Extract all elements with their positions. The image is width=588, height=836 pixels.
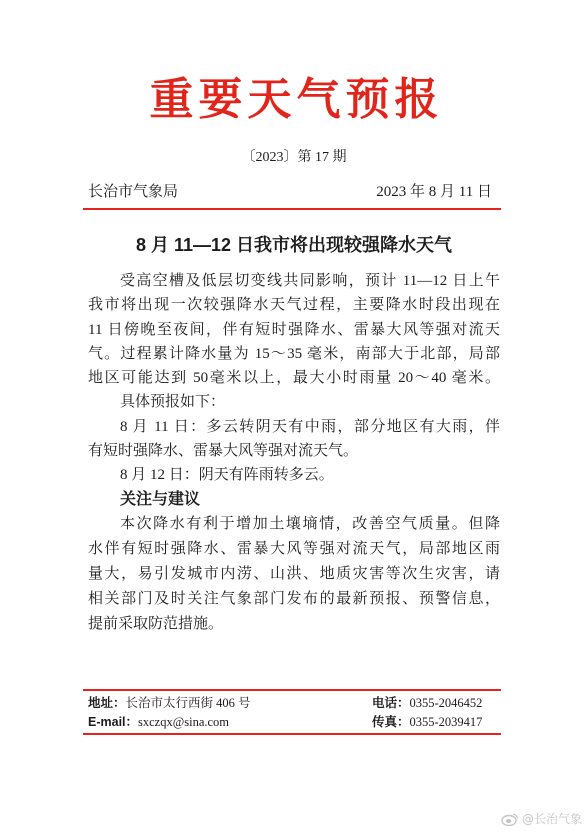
advice-heading: 关注与建议 — [120, 491, 201, 508]
footer-phone — [372, 695, 482, 712]
footer-address — [88, 695, 251, 712]
footer-fax — [372, 714, 482, 731]
summary-line: 气。过程累计降水量为 15～35 毫米，南部大于北部，局部 — [88, 345, 500, 362]
watermark — [501, 810, 582, 828]
advice-section — [88, 487, 500, 637]
article-headline: 8 月 11—12 日我市将出现较强降水天气 — [135, 235, 453, 255]
fax-label: 传真： — [372, 715, 410, 729]
summary-line: 11 日傍晚至夜间，伴有短时强降水、雷暴大风等强对流天 — [88, 321, 500, 338]
document-title: 重要天气预报 — [149, 75, 444, 124]
footer-row-address-phone — [88, 695, 500, 712]
email-label: E-mail： — [88, 715, 139, 729]
forecast-day1-line: 8 月 11 日：多云转阴天有中雨，部分地区有大雨，伴 — [120, 418, 500, 435]
forecast-day2: 8 月 12 日：阴天有阵雨转多云。 — [120, 467, 334, 483]
footer-row-email-fax — [88, 714, 500, 731]
email-value: sxczqx@sina.com — [138, 715, 230, 729]
advice-line: 水伴有短时强降水、雷暴大风等强对流天气，局部地区雨 — [88, 541, 500, 557]
forecast-intro: 具体预报如下： — [120, 394, 226, 411]
header-divider — [83, 208, 501, 210]
summary-line: 我市将出现一次较强降水天气过程，主要降水时段出现在 — [88, 297, 500, 314]
advice-line: 本次降水有利于增加土壤墒情，改善空气质量。但降 — [120, 516, 500, 532]
issuer-row — [88, 183, 492, 201]
fax-value: 0355-2039417 — [409, 715, 483, 729]
forecast-day1-line: 有短时强降水、雷暴大风等强对流天气。 — [88, 442, 359, 459]
phone-label: 电话： — [372, 696, 410, 710]
issuer-name: 长治市气象局 — [88, 184, 179, 200]
footer-top-divider — [83, 689, 501, 691]
article-body — [88, 269, 500, 487]
summary-line: 地区可能达到 50毫米以上，最大小时雨量 20～40 毫米。 — [88, 370, 500, 386]
watermark-text: @长治气象 — [521, 812, 582, 826]
footer-bottom-divider — [83, 733, 501, 735]
footer-email — [88, 714, 229, 731]
summary-line: 受高空槽及低层切变线共同影响，预计 11—12 日上午 — [120, 273, 500, 289]
weibo-icon — [501, 812, 519, 826]
phone-value: 0355-2046452 — [409, 696, 483, 710]
issue-number: 〔2023〕第 17 期 — [241, 150, 347, 165]
advice-line: 量大，易引发城市内涝、山洪、地质灾害等次生灾害，请 — [88, 566, 500, 582]
advice-line: 相关部门及时关注气象部门发布的最新预报、预警信息， — [88, 591, 500, 607]
advice-line: 提前采取防范措施。 — [88, 616, 224, 632]
issue-date: 2023 年 8 月 11 日 — [376, 184, 492, 200]
address-value: 长治市太行西街 406 号 — [125, 696, 251, 710]
address-label: 地址： — [88, 696, 126, 710]
